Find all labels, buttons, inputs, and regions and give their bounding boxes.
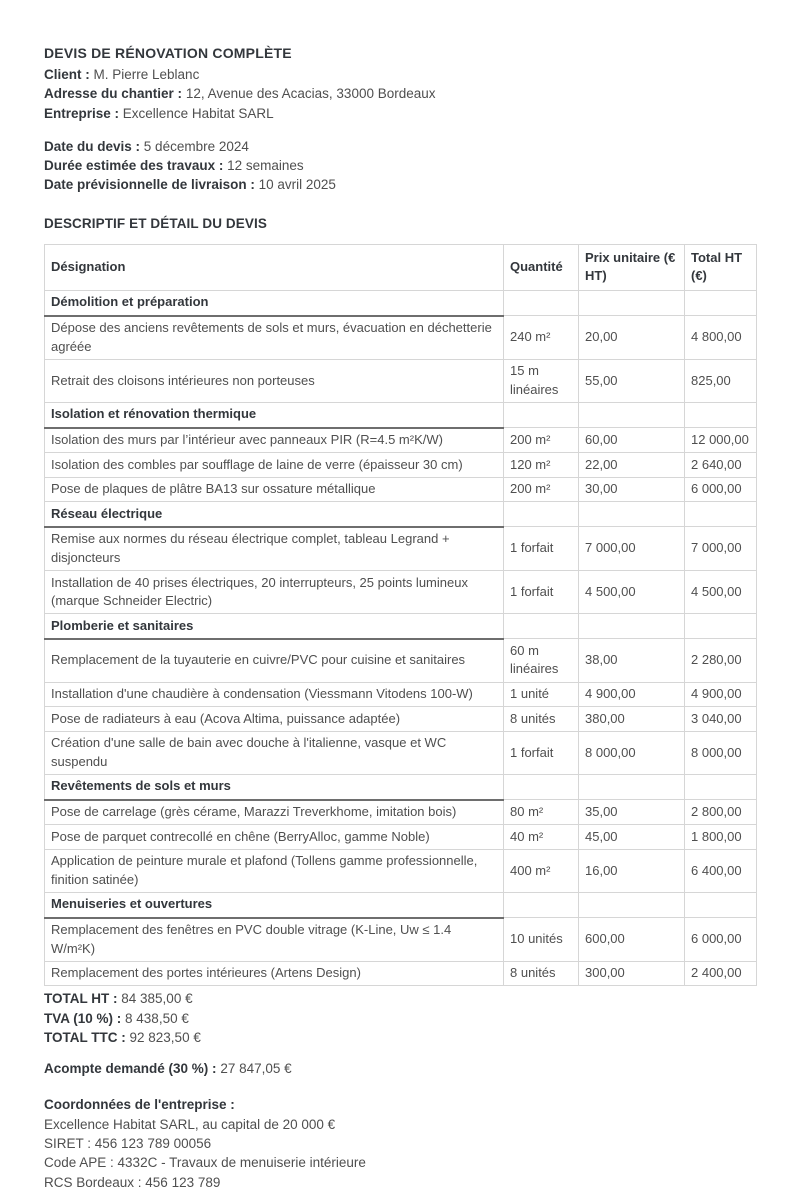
table-section-row	[45, 774, 757, 799]
quantity-cell	[504, 502, 579, 527]
schedule-info-block	[44, 137, 756, 195]
total-cell: 6 000,00	[685, 477, 757, 502]
totals-block	[44, 989, 756, 1047]
total-cell	[685, 892, 757, 917]
table-section-row	[45, 614, 757, 639]
table-item-row	[45, 639, 757, 682]
total-cell	[685, 402, 757, 427]
unit-price-cell: 4 500,00	[579, 571, 685, 614]
client-label: Client :	[44, 67, 90, 82]
designation-cell: Réseau électrique	[45, 502, 504, 527]
total-cell: 2 280,00	[685, 639, 757, 682]
unit-price-cell: 4 900,00	[579, 682, 685, 707]
duration-label: Durée estimée des travaux :	[44, 158, 224, 174]
designation-cell: Remplacement de la tuyauterie en cuivre/PVC pour cuisine et sanitaires	[45, 639, 504, 682]
total-ttc-value: 92 823,50 €	[129, 1029, 201, 1045]
total-cell: 4 500,00	[685, 571, 757, 614]
table-item-row	[45, 825, 757, 850]
quantity-cell: 40 m²	[504, 825, 579, 850]
table-section-row	[45, 502, 757, 527]
quantity-cell: 240 m²	[504, 316, 579, 360]
table-section-row	[45, 892, 757, 917]
designation-cell: Installation d'une chaudière à condensation (Viessmann Vitodens 100-W)	[45, 682, 504, 707]
duration-line	[44, 156, 756, 175]
client-value: M. Pierre Leblanc	[93, 67, 200, 82]
quote-date-label: Date du devis :	[44, 138, 141, 154]
unit-price-cell: 380,00	[579, 707, 685, 732]
contractor-value: Excellence Habitat SARL	[122, 105, 274, 121]
duration-value: 12 semaines	[227, 158, 304, 174]
total-cell: 6 000,00	[685, 918, 757, 962]
company-heading: Coordonnées de l'entreprise :	[44, 1097, 235, 1113]
table-section-row	[45, 402, 757, 427]
tva-line	[44, 1009, 756, 1028]
quantity-cell	[504, 892, 579, 917]
designation-cell: Pose de parquet contrecollé en chêne (BerryAlloc, gamme Noble)	[45, 825, 504, 850]
client-line	[44, 65, 756, 84]
quantity-header: Quantité	[504, 244, 579, 290]
company-ape-line: Code APE : 4332C - Travaux de menuiserie intérieure	[44, 1155, 366, 1171]
contractor-label: Entreprise :	[44, 105, 120, 121]
site-address-line	[44, 84, 756, 103]
site-address-value: 12, Avenue des Acacias, 33000 Bordeaux	[185, 86, 436, 102]
detail-section-heading: DESCRIPTIF ET DÉTAIL DU DEVIS	[44, 215, 267, 231]
unit-price-cell: 55,00	[579, 359, 685, 402]
table-header-row	[45, 244, 757, 290]
designation-cell: Retrait des cloisons intérieures non porteuses	[45, 359, 504, 402]
document-title: DEVIS DE RÉNOVATION COMPLÈTE	[44, 45, 292, 61]
table-item-row	[45, 849, 757, 892]
unit-price-cell	[579, 892, 685, 917]
total-cell: 4 900,00	[685, 682, 757, 707]
total-cell: 12 000,00	[685, 428, 757, 453]
deposit-line	[44, 1059, 756, 1078]
designation-cell: Dépose des anciens revêtements de sols et murs, évacuation en déchetterie agréée	[45, 316, 504, 360]
client-info-block	[44, 65, 756, 123]
delivery-date-value: 10 avril 2025	[258, 177, 336, 193]
unit-price-cell	[579, 502, 685, 527]
designation-cell: Remplacement des fenêtres en PVC double vitrage (K-Line, Uw ≤ 1.4 W/m²K)	[45, 918, 504, 962]
table-item-row	[45, 527, 757, 571]
quantity-cell: 8 unités	[504, 961, 579, 986]
deposit-block	[44, 1059, 756, 1078]
unit-price-header: Prix unitaire (€ HT)	[579, 244, 685, 290]
tva-value: 8 438,50 €	[125, 1010, 189, 1026]
table-item-row	[45, 428, 757, 453]
designation-cell: Application de peinture murale et plafond (Tollens gamme professionnelle, finition satinée)	[45, 849, 504, 892]
unit-price-cell: 60,00	[579, 428, 685, 453]
company-capital-line: Excellence Habitat SARL, au capital de 20 000 €	[44, 1116, 336, 1132]
designation-cell: Isolation et rénovation thermique	[45, 402, 504, 427]
quantity-cell: 1 forfait	[504, 731, 579, 774]
designation-cell: Menuiseries et ouvertures	[45, 892, 504, 917]
deposit-value: 27 847,05 €	[220, 1061, 292, 1077]
quote-date-line	[44, 137, 756, 156]
quantity-cell: 200 m²	[504, 477, 579, 502]
designation-cell: Démolition et préparation	[45, 290, 504, 315]
designation-cell: Remplacement des portes intérieures (Artens Design)	[45, 961, 504, 986]
table-item-row	[45, 800, 757, 825]
quantity-cell: 200 m²	[504, 428, 579, 453]
unit-price-cell: 16,00	[579, 849, 685, 892]
unit-price-cell: 30,00	[579, 477, 685, 502]
table-item-row	[45, 961, 757, 986]
table-section-row	[45, 290, 757, 315]
table-item-row	[45, 359, 757, 402]
unit-price-cell: 300,00	[579, 961, 685, 986]
company-details-block	[44, 1095, 756, 1191]
total-ttc-label: TOTAL TTC :	[44, 1029, 126, 1045]
unit-price-cell: 600,00	[579, 918, 685, 962]
total-cell	[685, 502, 757, 527]
site-address-label: Adresse du chantier :	[44, 86, 183, 102]
designation-header: Désignation	[45, 244, 504, 290]
quantity-cell: 400 m²	[504, 849, 579, 892]
designation-cell: Remise aux normes du réseau électrique complet, tableau Legrand + disjoncteurs	[45, 527, 504, 571]
quote-table	[44, 244, 757, 987]
company-siret-line: SIRET : 456 123 789 00056	[44, 1136, 212, 1152]
total-cell: 2 400,00	[685, 961, 757, 986]
designation-cell: Pose de plaques de plâtre BA13 sur ossature métallique	[45, 477, 504, 502]
quote-date-value: 5 décembre 2024	[143, 138, 249, 154]
delivery-date-line	[44, 175, 756, 194]
quantity-cell: 1 forfait	[504, 571, 579, 614]
total-cell: 8 000,00	[685, 731, 757, 774]
total-cell: 2 800,00	[685, 800, 757, 825]
designation-cell: Isolation des murs par l’intérieur avec panneaux PIR (R=4.5 m²K/W)	[45, 428, 504, 453]
unit-price-cell	[579, 774, 685, 799]
quantity-cell: 1 unité	[504, 682, 579, 707]
unit-price-cell	[579, 614, 685, 639]
total-cell: 6 400,00	[685, 849, 757, 892]
table-item-row	[45, 682, 757, 707]
total-cell: 4 800,00	[685, 316, 757, 360]
contractor-line	[44, 104, 756, 123]
unit-price-cell	[579, 290, 685, 315]
table-item-row	[45, 571, 757, 614]
quantity-cell: 80 m²	[504, 800, 579, 825]
total-cell: 7 000,00	[685, 527, 757, 571]
designation-cell: Isolation des combles par soufflage de laine de verre (épaisseur 30 cm)	[45, 453, 504, 478]
total-cell: 2 640,00	[685, 453, 757, 478]
quantity-cell	[504, 614, 579, 639]
unit-price-cell: 8 000,00	[579, 731, 685, 774]
quantity-cell: 60 m linéaires	[504, 639, 579, 682]
table-item-row	[45, 918, 757, 962]
designation-cell: Installation de 40 prises électriques, 20 interrupteurs, 25 points lumineux (marque Schneider Electric)	[45, 571, 504, 614]
quantity-cell: 120 m²	[504, 453, 579, 478]
table-item-row	[45, 707, 757, 732]
designation-cell: Revêtements de sols et murs	[45, 774, 504, 799]
company-rcs-line: RCS Bordeaux : 456 123 789	[44, 1174, 221, 1190]
quantity-cell	[504, 774, 579, 799]
quote-table-header	[45, 244, 757, 290]
quantity-cell	[504, 402, 579, 427]
quantity-cell: 1 forfait	[504, 527, 579, 571]
quantity-cell	[504, 290, 579, 315]
table-item-row	[45, 453, 757, 478]
total-cell	[685, 614, 757, 639]
designation-cell: Plomberie et sanitaires	[45, 614, 504, 639]
delivery-date-label: Date prévisionnelle de livraison :	[44, 177, 255, 193]
table-item-row	[45, 731, 757, 774]
quantity-cell: 15 m linéaires	[504, 359, 579, 402]
designation-cell: Pose de radiateurs à eau (Acova Altima, puissance adaptée)	[45, 707, 504, 732]
unit-price-cell: 7 000,00	[579, 527, 685, 571]
table-item-row	[45, 316, 757, 360]
designation-cell: Pose de carrelage (grès cérame, Marazzi Treverkhome, imitation bois)	[45, 800, 504, 825]
total-ht-line	[44, 989, 756, 1008]
total-ht-value: 84 385,00 €	[121, 991, 193, 1007]
quantity-cell: 10 unités	[504, 918, 579, 962]
total-ttc-line	[44, 1028, 756, 1047]
total-ht-label: TOTAL HT :	[44, 991, 118, 1007]
total-header: Total HT (€)	[685, 244, 757, 290]
unit-price-cell: 22,00	[579, 453, 685, 478]
deposit-label: Acompte demandé (30 %) :	[44, 1061, 217, 1077]
unit-price-cell: 20,00	[579, 316, 685, 360]
unit-price-cell	[579, 402, 685, 427]
unit-price-cell: 35,00	[579, 800, 685, 825]
total-cell: 1 800,00	[685, 825, 757, 850]
quantity-cell: 8 unités	[504, 707, 579, 732]
total-cell	[685, 290, 757, 315]
unit-price-cell: 38,00	[579, 639, 685, 682]
table-item-row	[45, 477, 757, 502]
total-cell	[685, 774, 757, 799]
designation-cell: Création d'une salle de bain avec douche à l'italienne, vasque et WC suspendu	[45, 731, 504, 774]
total-cell: 3 040,00	[685, 707, 757, 732]
quote-table-body	[45, 290, 757, 985]
tva-label: TVA (10 %) :	[44, 1010, 122, 1026]
total-cell: 825,00	[685, 359, 757, 402]
unit-price-cell: 45,00	[579, 825, 685, 850]
